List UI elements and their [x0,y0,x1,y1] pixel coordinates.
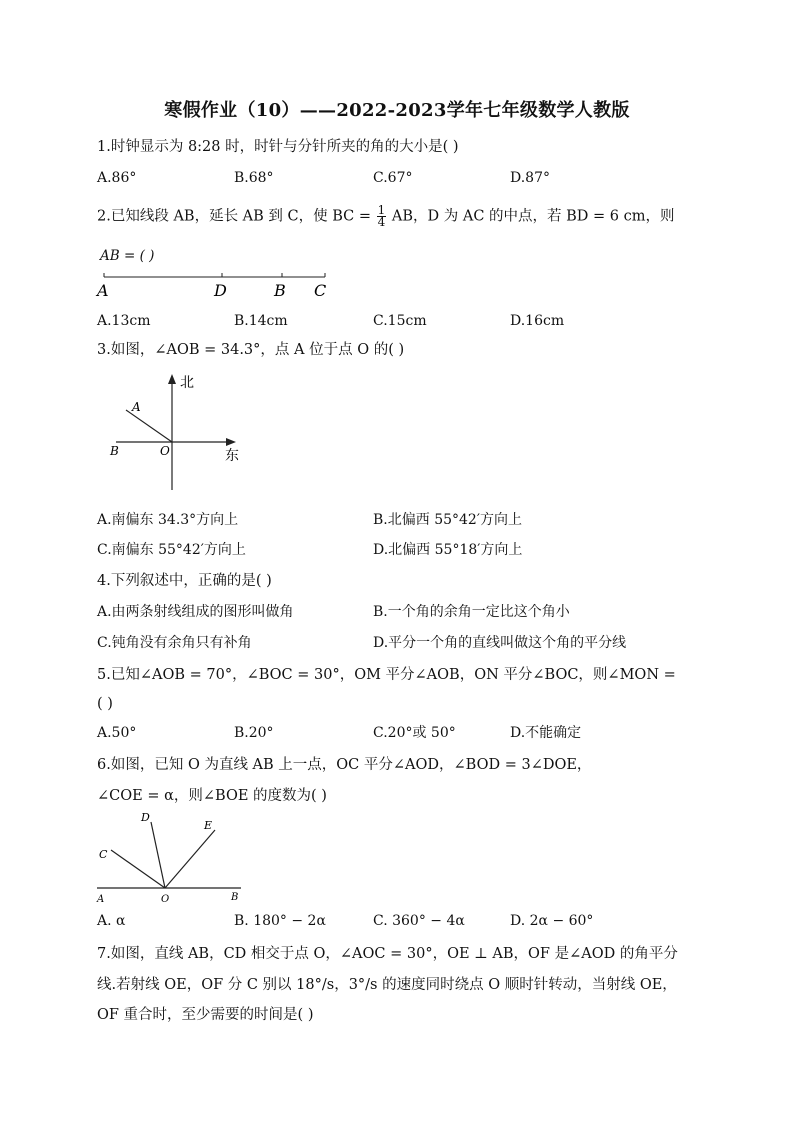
point-label-d: D [214,281,227,300]
ray-od [151,822,165,888]
question-1-stem: 1.时钟显示为 8:28 时，时针与分针所夹的角的大小是( ) [97,139,459,155]
q4-option-a[interactable]: A.由两条射线组成的图形叫做角 [97,604,294,620]
q2-option-c[interactable]: C.15cm [373,313,427,329]
question-3-stem: 3.如图，∠AOB = 34.3°，点 A 位于点 O 的( ) [97,342,405,358]
q3-option-b[interactable]: B.北偏西 55°42′方向上 [373,512,522,528]
point-label-a: A [97,281,109,300]
compass-figure [100,368,250,494]
question-7-stem-continued: 线.若射线 OE，OF 分 C 别以 18°/s，3°/s 的速度同时绕点 O 顺时针转动，当射线 OE， [97,977,677,993]
q5-option-c[interactable]: C.20°或 50° [373,725,456,741]
point-label-b: B [274,281,286,300]
point-label-b: B [231,892,239,903]
fraction-one-quarter [377,205,387,228]
q1-option-c[interactable]: C.67° [373,170,413,186]
question-7-stem-end: OF 重合时，至少需要的时间是( ) [97,1007,314,1023]
point-label-c: C [314,281,327,300]
q6-option-c[interactable]: C. 360° − 4α [373,913,465,929]
north-arrow-icon [168,374,176,384]
q2-stem-part-2: AB，D 为 AC 的中点，若 BD = 6 cm，则 [391,208,675,225]
point-label-d: D [141,812,150,824]
q6-option-b[interactable]: B. 180° − 2α [234,913,326,929]
question-4-stem: 4.下列叙述中，正确的是( ) [97,573,272,589]
point-label-a: A [132,400,141,414]
q2-option-d[interactable]: D.16cm [510,313,565,329]
q5-option-b[interactable]: B.20° [234,725,274,741]
point-label-o: O [161,894,170,905]
angle-figure [95,812,245,906]
fraction-denominator: 4 [377,215,386,229]
point-label-o: O [160,444,170,458]
q3-option-d[interactable]: D.北偏西 55°18′方向上 [373,542,523,558]
question-7-stem: 7.如图，直线 AB，CD 相交于点 O，∠AOC = 30°，OE ⊥ AB，OF 是∠AOD 的角平分 [97,946,678,962]
question-6-stem: 6.如图，已知 O 为直线 AB 上一点，OC 平分∠AOD，∠BOD = 3∠DOE， [97,757,592,773]
segment-figure [95,268,335,302]
q4-option-b[interactable]: B.一个角的余角一定比这个角小 [373,604,570,620]
east-label: 东 [225,448,239,464]
north-label: 北 [180,375,194,391]
q2-stem-part-3: AB = ( ) [100,248,155,264]
ray-oa [126,410,172,442]
question-2-stem [97,205,674,228]
q4-option-c[interactable]: C.钝角没有余角只有补角 [97,635,252,651]
q2-option-b[interactable]: B.14cm [234,313,288,329]
point-label-a: A [97,894,105,905]
question-6-stem-continued: ∠COE = α，则∠BOE 的度数为( ) [97,788,327,804]
q5-option-d[interactable]: D.不能确定 [510,725,582,741]
page-title: 寒假作业（10）——2022-2023学年七年级数学人教版 [164,100,630,121]
q1-option-b[interactable]: B.68° [234,170,274,186]
point-label-c: C [99,848,108,861]
q4-option-d[interactable]: D.平分一个角的直线叫做这个角的平分线 [373,635,627,651]
q2-option-a[interactable]: A.13cm [97,313,151,329]
q6-option-a[interactable]: A. α [97,913,126,929]
ray-oc [111,850,165,888]
q6-option-d[interactable]: D. 2α − 60° [510,913,594,929]
point-label-e: E [204,819,213,832]
ray-oe [165,830,215,888]
east-arrow-icon [226,438,236,446]
q3-option-a[interactable]: A.南偏东 34.3°方向上 [97,512,239,528]
q1-option-d[interactable]: D.87° [510,170,550,186]
fraction-numerator: 1 [377,203,386,217]
point-label-b: B [110,444,119,458]
q3-option-c[interactable]: C.南偏东 55°42′方向上 [97,542,246,558]
q5-option-a[interactable]: A.50° [97,725,137,741]
q1-option-a[interactable]: A.86° [97,170,137,186]
question-5-stem: 5.已知∠AOB = 70°，∠BOC = 30°，OM 平分∠AOB，ON 平分∠BOC，则∠MON = [97,667,676,683]
q2-stem-part-1: 2.已知线段 AB，延长 AB 到 C，使 BC = [97,208,372,225]
question-5-stem-continued: ( ) [97,696,113,712]
